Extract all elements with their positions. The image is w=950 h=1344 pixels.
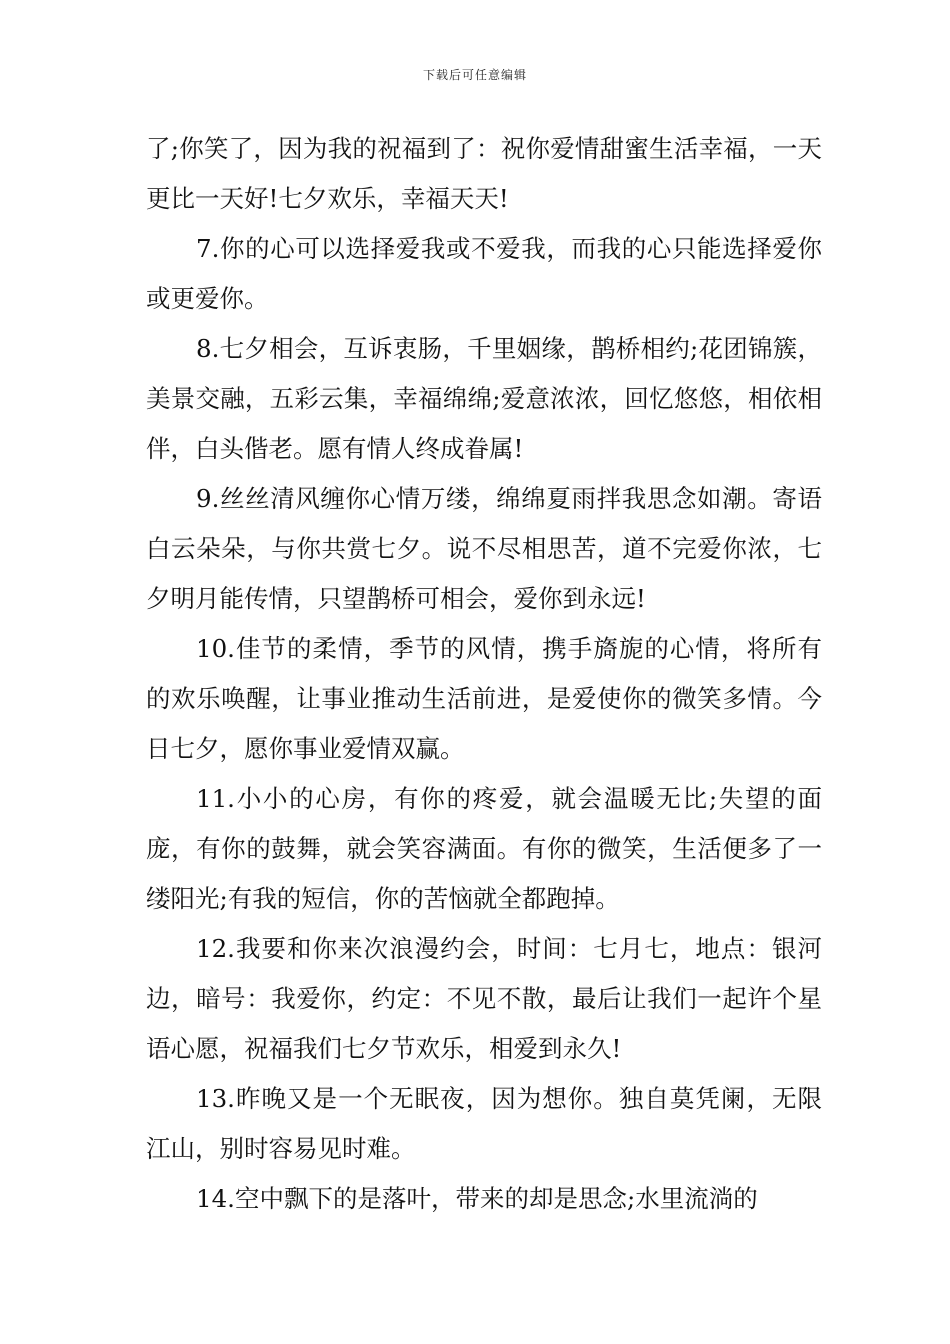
paragraph-9: 9.丝丝清风缠你心情万缕，绵绵夏雨拌我思念如潮。寄语白云朵朵，与你共赏七夕。说不尽相思苦，道不完爱你浓，七夕明月能传情，只望鹊桥可相会，爱你到永远!	[146, 484, 822, 613]
paragraph-13: 13.昨晚又是一个无眠夜，因为想你。独自莫凭阑，无限江山，别时容易见时难。	[146, 1084, 822, 1163]
paragraph-continued: 了;你笑了，因为我的祝福到了：祝你爱情甜蜜生活幸福，一天更比一天好!七夕欢乐，幸福天天!	[146, 134, 822, 213]
page-header: 下载后可任意编辑	[422, 68, 527, 82]
paragraph-10: 10.佳节的柔情，季节的风情，携手旖旎的心情，将所有的欢乐唤醒，让事业推动生活前进，是爱使你的微笑多情。今日七夕，愿你事业爱情双赢。	[146, 634, 822, 763]
paragraph-14: 14.空中飘下的是落叶，带来的却是思念;水里流淌的	[196, 1184, 758, 1213]
paragraph-12: 12.我要和你来次浪漫约会，时间：七月七，地点：银河边，暗号：我爱你，约定：不见不散，最后让我们一起许个星语心愿，祝福我们七夕节欢乐，相爱到永久!	[146, 934, 822, 1063]
paragraph-11: 11.小小的心房，有你的疼爱，就会温暖无比;失望的面庞，有你的鼓舞，就会笑容满面。有你的微笑，生活便多了一缕阳光;有我的短信，你的苦恼就全都跑掉。	[146, 784, 822, 913]
paragraph-8: 8.七夕相会，互诉衷肠，千里姻缘，鹊桥相约;花团锦簇，美景交融，五彩云集，幸福绵绵;爱意浓浓，回忆悠悠，相依相伴，白头偕老。愿有情人终成眷属!	[146, 334, 822, 463]
paragraph-7: 7.你的心可以选择爱我或不爱我，而我的心只能选择爱你或更爱你。	[146, 234, 822, 313]
document-body	[146, 124, 822, 1224]
